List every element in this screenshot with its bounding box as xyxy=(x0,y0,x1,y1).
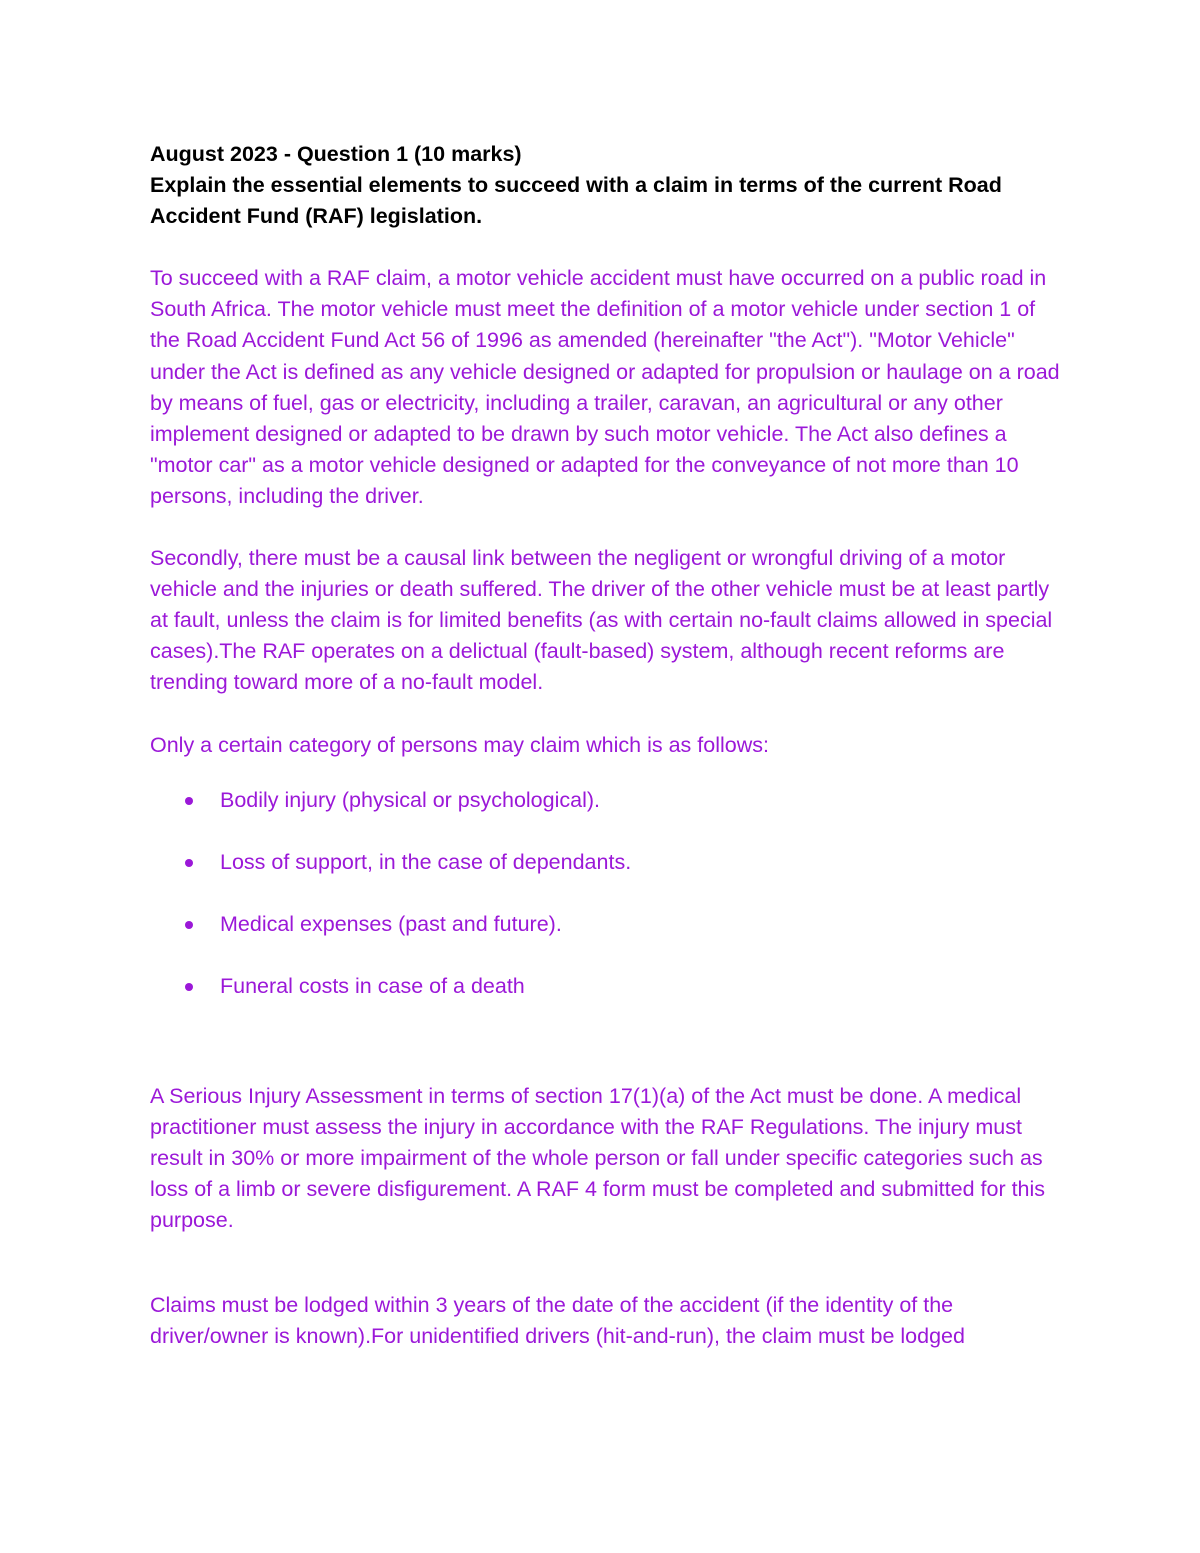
list-item-text: Bodily injury (physical or psychological). xyxy=(220,787,600,812)
list-item-text: Loss of support, in the case of dependants. xyxy=(220,849,632,874)
claim-categories-list xyxy=(150,785,1065,1002)
list-item-text: Funeral costs in case of a death xyxy=(220,973,525,998)
list-item xyxy=(150,909,1065,940)
list-item xyxy=(150,847,1065,878)
question-prompt: Explain the essential elements to succeed with a claim in terms of the current Road Accident Fund (RAF) legislation. xyxy=(150,173,1002,229)
bullet-icon xyxy=(185,983,193,991)
document-page xyxy=(150,139,1065,1352)
list-item-text: Medical expenses (past and future). xyxy=(220,911,562,936)
paragraph-serious-injury-assessment: A Serious Injury Assessment in terms of section 17(1)(a) of the Act must be done. A medical practitioner must assess the injury in accordance with the RAF Regulations. The injury must result in 30% or more impairment of the whole person or fall under specific categories such as loss of a limb or severe disfigurement. A RAF 4 form must be completed and submitted for this purpose. xyxy=(150,1083,1046,1232)
paragraph-causal-link: Secondly, there must be a causal link between the negligent or wrongful driving of a motor vehicle and the injuries or death suffered. The driver of the other vehicle must be at least partly at fault, unless the claim is for limited benefits (as with certain no-fault claims allowed in special cases).The RAF operates on a delictual (fault-based) system, although recent reforms are trending toward more of a no-fault model. xyxy=(150,546,1053,695)
paragraph-claim-lodging-deadline: Claims must be lodged within 3 years of the date of the accident (if the identity of the driver/owner is known).For unidentified drivers (hit-and-run), the claim must be lodged xyxy=(150,1293,965,1349)
bullet-icon xyxy=(185,859,193,867)
list-item xyxy=(150,785,1065,816)
question-title: August 2023 - Question 1 (10 marks) xyxy=(150,142,522,166)
paragraph-motor-vehicle-definition: To succeed with a RAF claim, a motor vehicle accident must have occurred on a public road in South Africa. The motor vehicle must meet the definition of a motor vehicle under section 1 of the Road Accident Fund Act 56 of 1996 as amended (hereinafter "the Act"). "Motor Vehicle" under the Act is defined as any vehicle designed or adapted for propulsion or haulage on a road by means of fuel, gas or electricity, including a trailer, caravan, an agricultural or any other implement designed or adapted to be drawn by such motor vehicle. The Act also defines a "motor car" as a motor vehicle designed or adapted for the conveyance of not more than 10 persons, including the driver. xyxy=(150,266,1060,508)
list-item xyxy=(150,971,1065,1002)
paragraph-claimant-categories-intro: Only a certain category of persons may claim which is as follows: xyxy=(150,732,769,757)
bullet-icon xyxy=(185,921,193,929)
bullet-icon xyxy=(185,797,193,805)
